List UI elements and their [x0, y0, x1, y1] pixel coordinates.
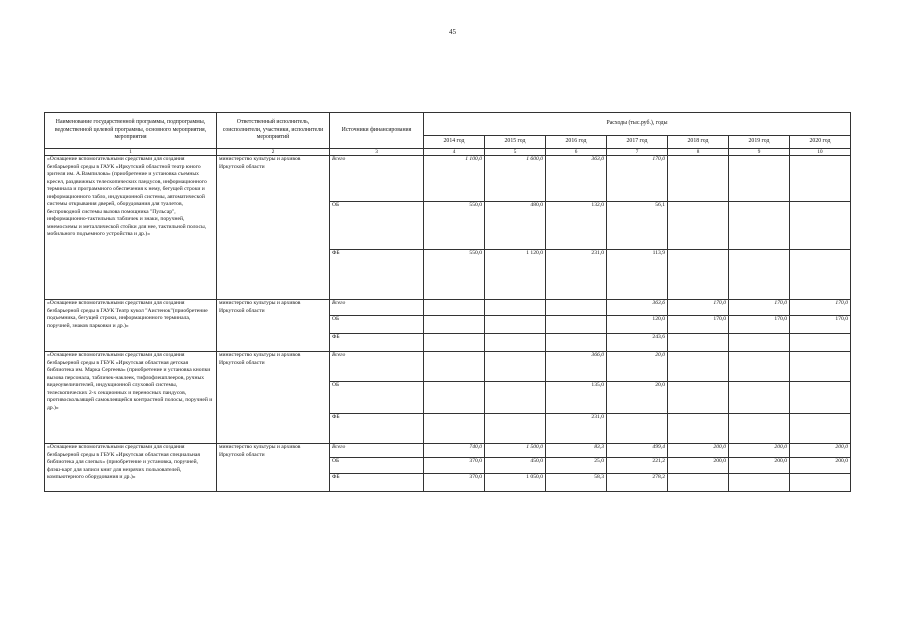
amount-fb	[729, 250, 790, 300]
column-number: 2	[217, 149, 330, 156]
header-year: 2015 год	[485, 136, 546, 149]
amount-ob: 56,1	[607, 202, 668, 250]
amount-ob: 200,0	[790, 458, 851, 474]
amount-total	[424, 300, 485, 316]
amount-ob: 200,0	[668, 458, 729, 474]
amount-ob	[668, 382, 729, 414]
header-year: 2017 год	[607, 136, 668, 149]
amount-ob	[729, 382, 790, 414]
amount-total: 170,0	[607, 156, 668, 202]
funding-source: ОБ	[330, 458, 424, 474]
amount-total	[546, 300, 607, 316]
amount-ob: 370,0	[424, 458, 485, 474]
amount-fb: 231,0	[546, 250, 607, 300]
column-number: 9	[729, 149, 790, 156]
column-number: 8	[668, 149, 729, 156]
amount-total	[668, 352, 729, 382]
amount-total: 83,3	[546, 444, 607, 458]
amount-fb: 370,0	[424, 474, 485, 492]
amount-total: 499,4	[607, 444, 668, 458]
amount-ob: 221,2	[607, 458, 668, 474]
amount-fb: 231,0	[546, 414, 607, 444]
amount-total: 20,0	[607, 352, 668, 382]
amount-fb	[790, 474, 851, 492]
funding-source: ФБ	[330, 474, 424, 492]
funding-source: Всего	[330, 444, 424, 458]
header-year: 2014 год	[424, 136, 485, 149]
funding-source: ОБ	[330, 202, 424, 250]
amount-fb	[668, 414, 729, 444]
amount-ob	[668, 202, 729, 250]
amount-fb	[729, 414, 790, 444]
funding-source: Всего	[330, 352, 424, 382]
amount-fb	[729, 474, 790, 492]
column-number: 5	[485, 149, 546, 156]
amount-total	[485, 352, 546, 382]
funding-source: ФБ	[330, 250, 424, 300]
table-row	[45, 156, 851, 202]
amount-ob	[790, 382, 851, 414]
amount-fb	[607, 414, 668, 444]
amount-total: 200,0	[668, 444, 729, 458]
column-number: 4	[424, 149, 485, 156]
header-year: 2016 год	[546, 136, 607, 149]
expenses-table	[44, 112, 851, 492]
amount-ob	[546, 316, 607, 334]
amount-fb	[424, 414, 485, 444]
amount-ob: 550,0	[424, 202, 485, 250]
amount-fb: 278,2	[607, 474, 668, 492]
amount-total	[668, 156, 729, 202]
amount-total: 366,0	[546, 352, 607, 382]
amount-ob	[729, 202, 790, 250]
column-number: 6	[546, 149, 607, 156]
amount-ob	[485, 316, 546, 334]
amount-total: 200,0	[729, 444, 790, 458]
amount-total: 170,0	[790, 300, 851, 316]
amount-total	[485, 300, 546, 316]
amount-fb	[668, 250, 729, 300]
amount-fb: 1 050,0	[485, 474, 546, 492]
header-year: 2020 год	[790, 136, 851, 149]
header-executor: Ответственный исполнитель, соисполнители, участники, исполнители мероприятий	[217, 113, 330, 149]
program-name: «Оснащение вспомогательными средствами для создания безбарьерной среды в ГАУК Театр кукол "Аистенок"(приобретение подъемника, бегущей строки, информационного терминала, поручней, знаков парковки и др.)»	[45, 300, 217, 352]
funding-source: Всего	[330, 300, 424, 316]
amount-ob: 200,0	[729, 458, 790, 474]
column-number: 1	[45, 149, 217, 156]
program-executor: министерство культуры и архивов Иркутской области	[217, 156, 330, 300]
column-number: 7	[607, 149, 668, 156]
amount-total: 200,0	[790, 444, 851, 458]
amount-fb: 58,3	[546, 474, 607, 492]
amount-ob	[485, 382, 546, 414]
amount-fb	[790, 414, 851, 444]
program-name: «Оснащение вспомогательными средствами для создания безбарьерной среды в ГАУК «Иркутский областной театр юного зрителя им. А.Вампилова» (приобретение и установка съемных кресел, раздвижных телескопических пандусов, информационного терминала и программного обеспечения к нему, бегущей строки и информационного табло, индукционной системы, автоматической системы открывания дверей, оборудования для туалетов, беспроводной системы вызова помощника "Пульсар", информационно-тактильных табличек и знаки, поручней, мнемосхемы и металлической стойки для нее, тактильной полосы, мобильного подъемного устройства и др.)»	[45, 156, 217, 300]
amount-fb	[790, 334, 851, 352]
amount-ob: 25,0	[546, 458, 607, 474]
amount-fb	[668, 474, 729, 492]
header-year: 2019 год	[729, 136, 790, 149]
amount-total: 170,0	[668, 300, 729, 316]
header-expenses: Расходы (тыс.руб.), годы	[424, 113, 851, 136]
table-row	[45, 352, 851, 382]
amount-ob	[790, 202, 851, 250]
amount-total: 1 100,0	[424, 156, 485, 202]
program-name: «Оснащение вспомогательными средствами для создания безбарьерной среды в ГБУК «Иркутская областная детская библиотека им. Марка Сергеева» (приобретение и установка кнопки вызова персонала, табличек-наклеек, тифлофлешплееров, ручных видеоувеличителей, индукционной слуховой системы, телескопических 2-х секционных и переносных пандусов, противоскользящей самоклеящейся контрастной полосы, поручней и др.)»	[45, 352, 217, 444]
amount-ob: 480,0	[485, 202, 546, 250]
amount-total: 1 600,0	[485, 156, 546, 202]
amount-ob: 170,0	[729, 316, 790, 334]
amount-fb	[485, 414, 546, 444]
amount-ob: 450,0	[485, 458, 546, 474]
amount-ob: 120,0	[607, 316, 668, 334]
header-source: Источники финансирования	[330, 113, 424, 149]
amount-total	[729, 156, 790, 202]
amount-ob: 170,0	[668, 316, 729, 334]
funding-source: ФБ	[330, 334, 424, 352]
funding-source: ОБ	[330, 316, 424, 334]
funding-source: ОБ	[330, 382, 424, 414]
amount-fb	[546, 334, 607, 352]
funding-source: Всего	[330, 156, 424, 202]
amount-total: 363,0	[546, 156, 607, 202]
amount-total	[729, 352, 790, 382]
funding-source: ФБ	[330, 414, 424, 444]
amount-ob: 170,0	[790, 316, 851, 334]
program-name: «Оснащение вспомогательными средствами для создания безбарьерной среды в ГБУК «Иркутская областная специальная библиотека для слепых» (приобретение и установка, поручней, флэш-карт для записи книг для незрячих пользователей, компьютерного оборудования и др.)»	[45, 444, 217, 492]
header-name: Наименование государственной программы, подпрограммы, ведомственной целевой программы, основного мероприятия, мероприятия	[45, 113, 217, 149]
amount-total: 363,6	[607, 300, 668, 316]
program-executor: министерство культуры и архивов Иркутской области	[217, 300, 330, 352]
column-number: 3	[330, 149, 424, 156]
amount-total: 740,0	[424, 444, 485, 458]
page-number: 45	[449, 28, 456, 36]
amount-ob: 132,0	[546, 202, 607, 250]
amount-total	[424, 352, 485, 382]
amount-fb: 243,6	[607, 334, 668, 352]
amount-fb: 550,0	[424, 250, 485, 300]
amount-fb	[485, 334, 546, 352]
amount-total: 1 500,0	[485, 444, 546, 458]
table-row	[45, 444, 851, 458]
amount-fb: 113,9	[607, 250, 668, 300]
program-executor: министерство культуры и архивов Иркутской области	[217, 352, 330, 444]
amount-ob	[424, 316, 485, 334]
amount-fb: 1 120,0	[485, 250, 546, 300]
amount-ob: 20,0	[607, 382, 668, 414]
amount-fb	[424, 334, 485, 352]
amount-total	[790, 352, 851, 382]
table-row	[45, 300, 851, 316]
column-number: 10	[790, 149, 851, 156]
amount-fb	[729, 334, 790, 352]
amount-total: 170,0	[729, 300, 790, 316]
expenses-table-body	[45, 156, 851, 492]
header-year: 2018 год	[668, 136, 729, 149]
amount-ob	[424, 382, 485, 414]
amount-fb	[668, 334, 729, 352]
amount-fb	[790, 250, 851, 300]
program-executor: министерство культуры и архивов Иркутской области	[217, 444, 330, 492]
amount-total	[790, 156, 851, 202]
amount-ob: 135,0	[546, 382, 607, 414]
